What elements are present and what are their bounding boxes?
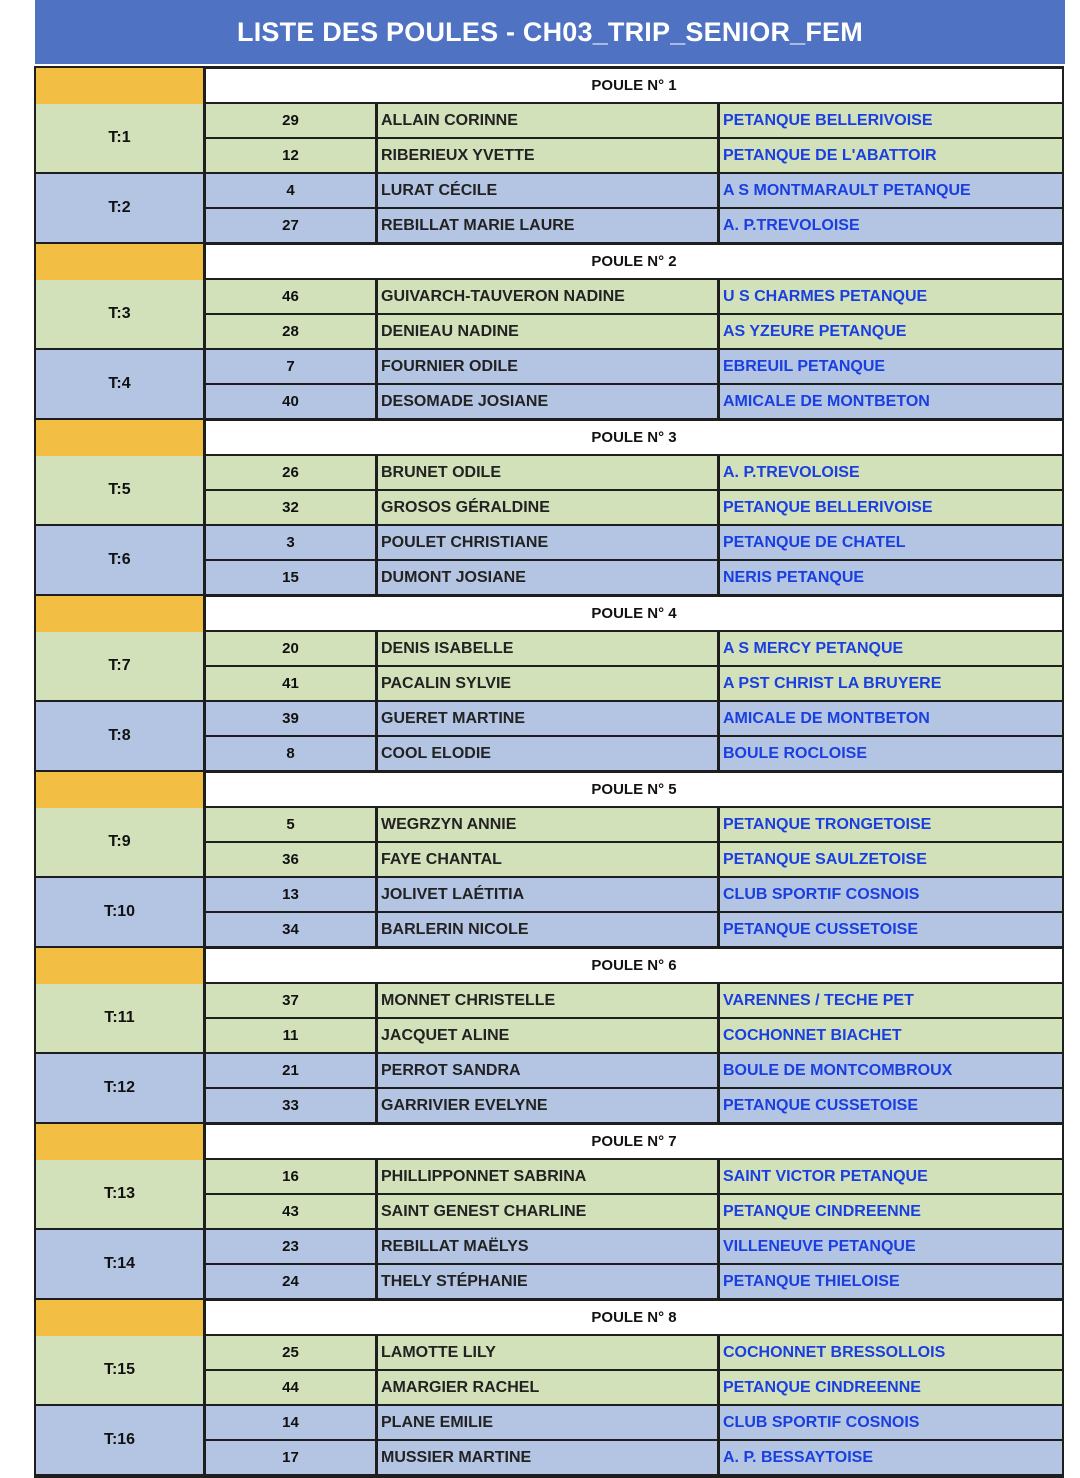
- player-club: PETANQUE TRONGETOISE: [723, 815, 932, 833]
- player-name: THELY STÉPHANIE: [378, 1265, 720, 1298]
- player-club: PETANQUE CUSSETOISE: [723, 1096, 918, 1114]
- team-label: T:4: [36, 350, 206, 420]
- player-club: AMICALE DE MONTBETON: [723, 709, 930, 727]
- player-number: 33: [206, 1089, 378, 1122]
- player-row: [206, 984, 1062, 1019]
- team-label: T:8: [36, 702, 206, 772]
- player-name: GARRIVIER EVELYNE: [378, 1089, 720, 1122]
- player-club: BOULE ROCLOISE: [723, 744, 868, 762]
- team-label: T:6: [36, 526, 206, 596]
- poule-section: [36, 244, 1062, 420]
- player-row: [206, 1054, 1062, 1089]
- player-name: MONNET CHRISTELLE: [378, 984, 720, 1017]
- player-club: A PST CHRIST LA BRUYERE: [723, 674, 942, 692]
- poule-header-marker: [36, 1300, 206, 1336]
- player-row: [206, 456, 1062, 491]
- player-number: 29: [206, 104, 378, 137]
- player-number: 40: [206, 385, 378, 418]
- player-club: U S CHARMES PETANQUE: [723, 287, 928, 305]
- team-label: T:16: [36, 1406, 206, 1476]
- player-club: A. P. BESSAYTOISE: [723, 1448, 873, 1466]
- player-name: ALLAIN CORINNE: [378, 104, 720, 137]
- poule-header: [36, 948, 1062, 984]
- player-row: [206, 1336, 1062, 1371]
- player-club: VARENNES / TECHE PET: [723, 991, 914, 1009]
- player-number: 11: [206, 1019, 378, 1052]
- player-row: [206, 561, 1062, 596]
- player-name: BRUNET ODILE: [378, 456, 720, 489]
- poule-header-marker: [36, 420, 206, 456]
- player-club: A. P.TREVOLOISE: [723, 216, 860, 234]
- team-block: [36, 456, 1062, 526]
- poule-section: [36, 420, 1062, 596]
- team-label: T:5: [36, 456, 206, 526]
- team-block: [36, 1054, 1062, 1124]
- poule-section: [36, 1124, 1062, 1300]
- player-number: 12: [206, 139, 378, 172]
- player-row: [206, 632, 1062, 667]
- player-name: PLANE EMILIE: [378, 1406, 720, 1439]
- player-name: REBILLAT MAËLYS: [378, 1230, 720, 1263]
- player-row: [206, 808, 1062, 843]
- player-number: 43: [206, 1195, 378, 1228]
- team-label: T:11: [36, 984, 206, 1054]
- team-label: T:1: [36, 104, 206, 174]
- team-block: [36, 808, 1062, 878]
- poule-title: POULE N° 4: [206, 596, 1062, 632]
- team-block: [36, 174, 1062, 244]
- player-name: LAMOTTE LILY: [378, 1336, 720, 1369]
- player-club: PETANQUE DE CHATEL: [723, 533, 906, 551]
- team-block: [36, 632, 1062, 702]
- team-label: T:7: [36, 632, 206, 702]
- poule-header-marker: [36, 244, 206, 280]
- player-number: 15: [206, 561, 378, 594]
- team-label: T:14: [36, 1230, 206, 1300]
- poule-title: POULE N° 3: [206, 420, 1062, 456]
- poule-section: [36, 948, 1062, 1124]
- player-club: CLUB SPORTIF COSNOIS: [723, 885, 920, 903]
- page-title: LISTE DES POULES - CH03_TRIP_SENIOR_FEM: [35, 0, 1065, 64]
- player-club: SAINT VICTOR PETANQUE: [723, 1167, 928, 1185]
- player-club: AMICALE DE MONTBETON: [723, 392, 930, 410]
- player-row: [206, 1089, 1062, 1124]
- player-club: EBREUIL PETANQUE: [723, 357, 886, 375]
- team-block: [36, 526, 1062, 596]
- player-number: 46: [206, 280, 378, 313]
- poule-header-marker: [36, 596, 206, 632]
- player-number: 5: [206, 808, 378, 841]
- player-row: [206, 913, 1062, 948]
- player-row: [206, 385, 1062, 420]
- player-number: 16: [206, 1160, 378, 1193]
- player-name: FAYE CHANTAL: [378, 843, 720, 876]
- player-row: [206, 350, 1062, 385]
- player-club: A S MONTMARAULT PETANQUE: [723, 181, 971, 199]
- player-row: [206, 139, 1062, 174]
- player-number: 23: [206, 1230, 378, 1263]
- player-name: JACQUET ALINE: [378, 1019, 720, 1052]
- team-label: T:10: [36, 878, 206, 948]
- poule-header: [36, 420, 1062, 456]
- player-number: 27: [206, 209, 378, 242]
- team-block: [36, 350, 1062, 420]
- poule-header-marker: [36, 1124, 206, 1160]
- poule-header-marker: [36, 772, 206, 808]
- player-row: [206, 1265, 1062, 1300]
- poule-header: [36, 772, 1062, 808]
- player-name: AMARGIER RACHEL: [378, 1371, 720, 1404]
- team-block: [36, 1230, 1062, 1300]
- poule-title: POULE N° 2: [206, 244, 1062, 280]
- poule-title: POULE N° 8: [206, 1300, 1062, 1336]
- player-row: [206, 209, 1062, 244]
- player-number: 39: [206, 702, 378, 735]
- player-club: VILLENEUVE PETANQUE: [723, 1237, 916, 1255]
- poule-section: [36, 772, 1062, 948]
- player-club: PETANQUE SAULZETOISE: [723, 850, 927, 868]
- team-label: T:9: [36, 808, 206, 878]
- player-number: 32: [206, 491, 378, 524]
- player-club: A. P.TREVOLOISE: [723, 463, 860, 481]
- player-row: [206, 526, 1062, 561]
- team-label: T:3: [36, 280, 206, 350]
- player-name: JOLIVET LAÉTITIA: [378, 878, 720, 911]
- player-row: [206, 315, 1062, 350]
- player-name: BARLERIN NICOLE: [378, 913, 720, 946]
- player-name: PHILLIPPONNET SABRINA: [378, 1160, 720, 1193]
- player-club: BOULE DE MONTCOMBROUX: [723, 1061, 953, 1079]
- player-name: DENIS ISABELLE: [378, 632, 720, 665]
- player-number: 8: [206, 737, 378, 770]
- player-row: [206, 1441, 1062, 1476]
- player-name: PERROT SANDRA: [378, 1054, 720, 1087]
- player-name: WEGRZYN ANNIE: [378, 808, 720, 841]
- player-number: 36: [206, 843, 378, 876]
- player-name: LURAT CÉCILE: [378, 174, 720, 207]
- player-club: PETANQUE CINDREENNE: [723, 1202, 921, 1220]
- poule-header-marker: [36, 948, 206, 984]
- player-number: 26: [206, 456, 378, 489]
- player-number: 21: [206, 1054, 378, 1087]
- poule-header: [36, 68, 1062, 104]
- player-row: [206, 174, 1062, 209]
- player-number: 41: [206, 667, 378, 700]
- player-name: RIBERIEUX YVETTE: [378, 139, 720, 172]
- poule-section: [36, 68, 1062, 244]
- player-name: GROSOS GÉRALDINE: [378, 491, 720, 524]
- player-row: [206, 667, 1062, 702]
- team-label: T:15: [36, 1336, 206, 1406]
- team-block: [36, 1160, 1062, 1230]
- poule-section: [36, 596, 1062, 772]
- player-row: [206, 1230, 1062, 1265]
- player-club: PETANQUE CINDREENNE: [723, 1378, 921, 1396]
- player-row: [206, 1019, 1062, 1054]
- player-name: REBILLAT MARIE LAURE: [378, 209, 720, 242]
- poule-title: POULE N° 1: [206, 68, 1062, 104]
- team-block: [36, 878, 1062, 948]
- player-number: 7: [206, 350, 378, 383]
- player-name: SAINT GENEST CHARLINE: [378, 1195, 720, 1228]
- poule-header: [36, 596, 1062, 632]
- player-number: 37: [206, 984, 378, 1017]
- player-number: 34: [206, 913, 378, 946]
- player-name: POULET CHRISTIANE: [378, 526, 720, 559]
- player-name: DESOMADE JOSIANE: [378, 385, 720, 418]
- player-club: PETANQUE BELLERIVOISE: [723, 111, 933, 129]
- player-number: 28: [206, 315, 378, 348]
- poule-header: [36, 1124, 1062, 1160]
- team-block: [36, 702, 1062, 772]
- player-row: [206, 280, 1062, 315]
- team-block: [36, 104, 1062, 174]
- player-number: 14: [206, 1406, 378, 1439]
- player-club: PETANQUE BELLERIVOISE: [723, 498, 933, 516]
- team-block: [36, 1406, 1062, 1476]
- player-club: CLUB SPORTIF COSNOIS: [723, 1413, 920, 1431]
- player-club: NERIS PETANQUE: [723, 568, 865, 586]
- player-row: [206, 1195, 1062, 1230]
- poule-header-marker: [36, 68, 206, 104]
- player-number: 25: [206, 1336, 378, 1369]
- player-name: GUERET MARTINE: [378, 702, 720, 735]
- player-number: 4: [206, 174, 378, 207]
- player-row: [206, 1406, 1062, 1441]
- poule-title: POULE N° 5: [206, 772, 1062, 808]
- player-number: 44: [206, 1371, 378, 1404]
- player-name: GUIVARCH-TAUVERON NADINE: [378, 280, 720, 313]
- player-name: COOL ELODIE: [378, 737, 720, 770]
- player-row: [206, 702, 1062, 737]
- player-name: DENIEAU NADINE: [378, 315, 720, 348]
- player-club: COCHONNET BIACHET: [723, 1026, 902, 1044]
- player-row: [206, 1371, 1062, 1406]
- poule-header: [36, 244, 1062, 280]
- team-block: [36, 1336, 1062, 1406]
- poule-header: [36, 1300, 1062, 1336]
- player-club: AS YZEURE PETANQUE: [723, 322, 907, 340]
- player-number: 3: [206, 526, 378, 559]
- player-club: PETANQUE CUSSETOISE: [723, 920, 918, 938]
- player-number: 20: [206, 632, 378, 665]
- poule-section: [36, 1300, 1062, 1476]
- player-club: COCHONNET BRESSOLLOIS: [723, 1343, 946, 1361]
- player-club: PETANQUE THIELOISE: [723, 1272, 900, 1290]
- player-number: 17: [206, 1441, 378, 1474]
- team-label: T:12: [36, 1054, 206, 1124]
- player-club: PETANQUE DE L'ABATTOIR: [723, 146, 937, 164]
- player-name: MUSSIER MARTINE: [378, 1441, 720, 1474]
- player-row: [206, 843, 1062, 878]
- team-block: [36, 984, 1062, 1054]
- player-name: PACALIN SYLVIE: [378, 667, 720, 700]
- player-row: [206, 737, 1062, 772]
- poule-title: POULE N° 7: [206, 1124, 1062, 1160]
- team-label: T:2: [36, 174, 206, 244]
- player-row: [206, 878, 1062, 913]
- player-name: FOURNIER ODILE: [378, 350, 720, 383]
- player-club: A S MERCY PETANQUE: [723, 639, 904, 657]
- player-number: 24: [206, 1265, 378, 1298]
- player-number: 13: [206, 878, 378, 911]
- player-row: [206, 1160, 1062, 1195]
- player-row: [206, 491, 1062, 526]
- poules-table: [34, 66, 1064, 1478]
- poule-title: POULE N° 6: [206, 948, 1062, 984]
- team-block: [36, 280, 1062, 350]
- player-row: [206, 104, 1062, 139]
- player-name: DUMONT JOSIANE: [378, 561, 720, 594]
- team-label: T:13: [36, 1160, 206, 1230]
